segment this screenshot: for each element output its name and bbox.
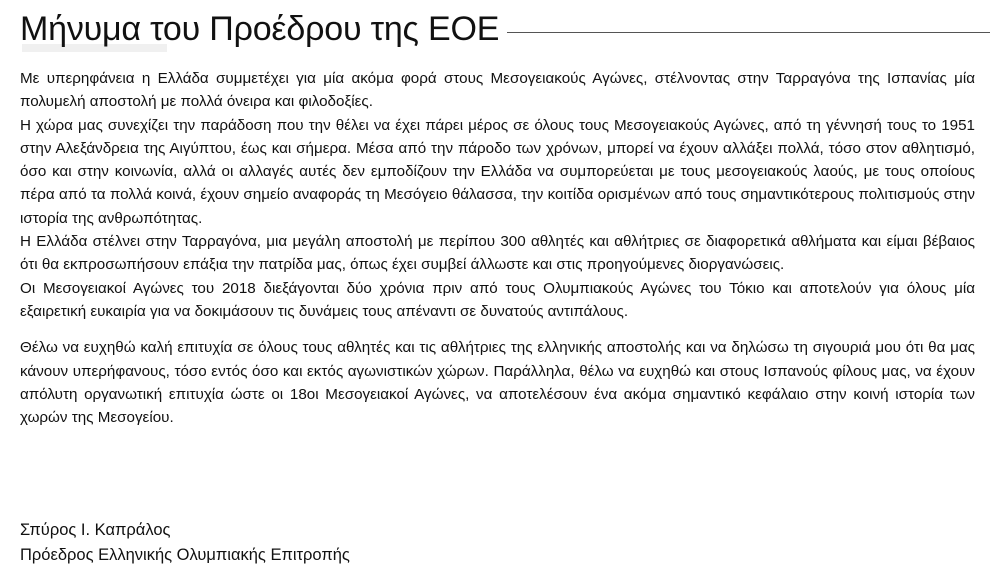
- signature-block: [20, 518, 350, 568]
- message-paragraph-3: Η Ελλάδα στέλνει στην Ταρραγόνα, μια μεγάλη αποστολή με περίπου 300 αθλητές και αθλήτριες σε διαφορετικά αθλήματα και είμαι βέβαιος ότι θα εκπροσωπήσουν επάξια την πατρίδα μας, όπως έχει συμβεί άλλωστε και στις προηγούμενες διοργανώσεις.: [20, 233, 975, 274]
- message-body: [20, 67, 975, 429]
- page-title: Μήνυμα του Προέδρου της ΕΟΕ: [20, 9, 500, 48]
- message-paragraph-4: Οι Μεσογειακοί Αγώνες του 2018 διεξάγονται δύο χρόνια πριν από τους Ολυμπιακούς Αγώνες του Τόκιο και αποτελούν για όλους μία εξαιρετική ευκαιρία για να δοκιμάσουν τις δυνάμεις τους απέναντι σε δυνατούς αντιπάλους.: [20, 279, 975, 320]
- message-paragraph-1: Με υπερηφάνεια η Ελλάδα συμμετέχει για μία ακόμα φορά στους Μεσογειακούς Αγώνες, στέλνοντας στην Ταρραγόνα της Ισπανίας μία πολυμελή αποστολή με πολλά όνειρα και φιλοδοξίες.: [20, 70, 975, 111]
- page-header: [20, 4, 990, 54]
- message-paragraph-5: Θέλω να ευχηθώ καλή επιτυχία σε όλους τους αθλητές και τις αθλήτριες της ελληνικής αποστολής και να δηλώσω τη σιγουριά μου ότι θα μας κάνουν υπερήφανους, τόσο εντός όσο και εκτός αγωνιστικών χώρων. Παράλληλα, θέλω να ευχηθώ και στους Ισπανούς φίλους μας, να έχουν απόλυτη οργανωτική επιτυχία ώστε οι 18οι Μεσογειακοί Αγώνες, να αποτελέσουν ένα ακόμα σημαντικό κεφάλαιο στην κοινή ιστορία των χωρών της Μεσογείου.: [20, 339, 975, 427]
- signature-name: Σπύρος Ι. Καπράλος: [20, 521, 171, 539]
- title-rule: [507, 32, 990, 33]
- message-paragraph-2: Η χώρα μας συνεχίζει την παράδοση που την θέλει να έχει πάρει μέρος σε όλους τους Μεσογειακούς Αγώνες, από τη γέννησή τους το 1951 στην Αλεξάνδρεια της Αιγύπτου, έως και σήμερα. Μέσα από την πάροδο των χρόνων, μπορεί να έχουν αλλάξει πολλά, τόσο στον αθλητισμό, όσο και στην κοινωνία, αλλά οι αλλαγές αυτές δεν εμποδίζουν την Ελλάδα να συμπορεύεται με τους μεσογειακούς λαούς, με τους οποίους πέρα από τα πολλά κοινά, έχουν σημείο αναφοράς τη Μεσόγειο θάλασσα, την κοιτίδα ορισμένων από τους σημαντικότερους πολιτισμούς στην ιστορία της ανθρωπότητας.: [20, 116, 975, 227]
- signature-role: Πρόεδρος Ελληνικής Ολυμπιακής Επιτροπής: [20, 546, 350, 564]
